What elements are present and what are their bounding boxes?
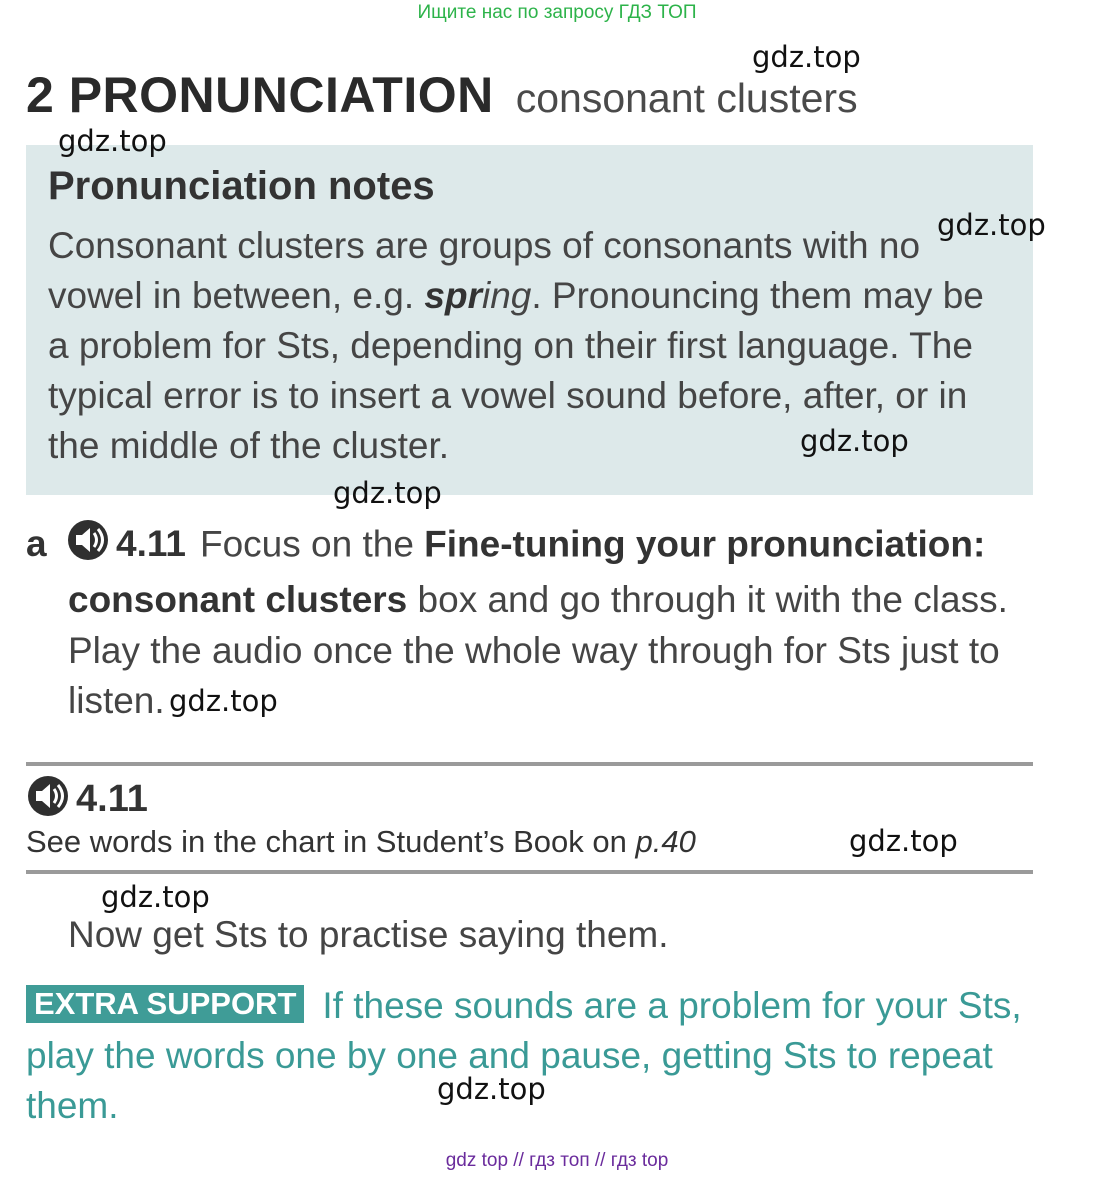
audioscript-text [26,824,696,860]
notes-line: typical error is to insert a vowel sound before, after, or in [48,375,968,416]
box-name-bold: Fine-tuning your pronunciation: [424,523,986,565]
audioscript-heading [26,774,148,828]
watermark-top: Ищите нас по запросу ГДЗ ТОП [417,2,697,23]
extra-support-badge: EXTRA SUPPORT [26,985,304,1023]
page-ref: p.40 [635,824,696,859]
track-number: 4.11 [116,523,186,565]
exercise-text: box and go through it with the class. [407,579,1008,620]
exercise-line [26,575,1076,625]
script-text: See words in the chart in Student’s Book on [26,824,636,859]
exercise-letter: a [26,523,47,565]
play-line: listen. [68,680,165,721]
notes-line: a problem for Sts, depending on their first language. The [48,325,973,366]
section-heading: 2 PRONUNCIATION [26,67,494,123]
watermark-label: gdz.top [752,40,861,74]
section-title [26,67,858,123]
watermark-label: gdz.top [800,424,909,458]
notes-text: . Pronouncing them may be [531,275,984,316]
watermark-label: gdz.top [169,684,278,718]
exercise-text: Focus on the [199,523,425,565]
extra-text: play the words one by one and pause, getting Sts to repeat [26,1035,993,1076]
footer-watermark: gdz top // гдз топ // гдз top [445,1150,669,1171]
divider-bottom [26,870,1033,874]
extra-text: them. [26,1085,119,1126]
notes-text: vowel in between, e.g. [48,275,425,316]
watermark-label: gdz.top [849,824,958,858]
watermark-label: gdz.top [101,880,210,914]
divider-top [26,762,1033,766]
example-italic: ing [481,275,532,316]
notes-line: the middle of the cluster. [48,425,450,466]
track-number: 4.11 [76,778,148,821]
box-name-bold: consonant clusters [68,579,408,620]
section-subtitle: consonant clusters [515,75,858,121]
notes-line [48,271,1028,321]
watermark-label: gdz.top [333,476,442,510]
extra-text: If these sounds are a problem for your Sts, [322,985,1022,1026]
example-bold: spr [424,275,482,316]
practise-instruction: Now get Sts to practise saying them. [68,914,669,955]
watermark-label: gdz.top [437,1072,546,1106]
watermark-label: gdz.top [58,124,167,158]
audio-speaker-icon[interactable] [26,774,70,828]
watermark-label: gdz.top [937,208,1046,242]
notes-line: Consonant clusters are groups of consonants with no [48,225,921,266]
extra-support [26,981,1036,1131]
notes-heading: Pronunciation notes [48,164,435,208]
play-line: Play the audio once the whole way through for Sts just to [68,630,1000,671]
exercise-a [26,518,1076,625]
audio-speaker-icon[interactable] [66,518,110,575]
